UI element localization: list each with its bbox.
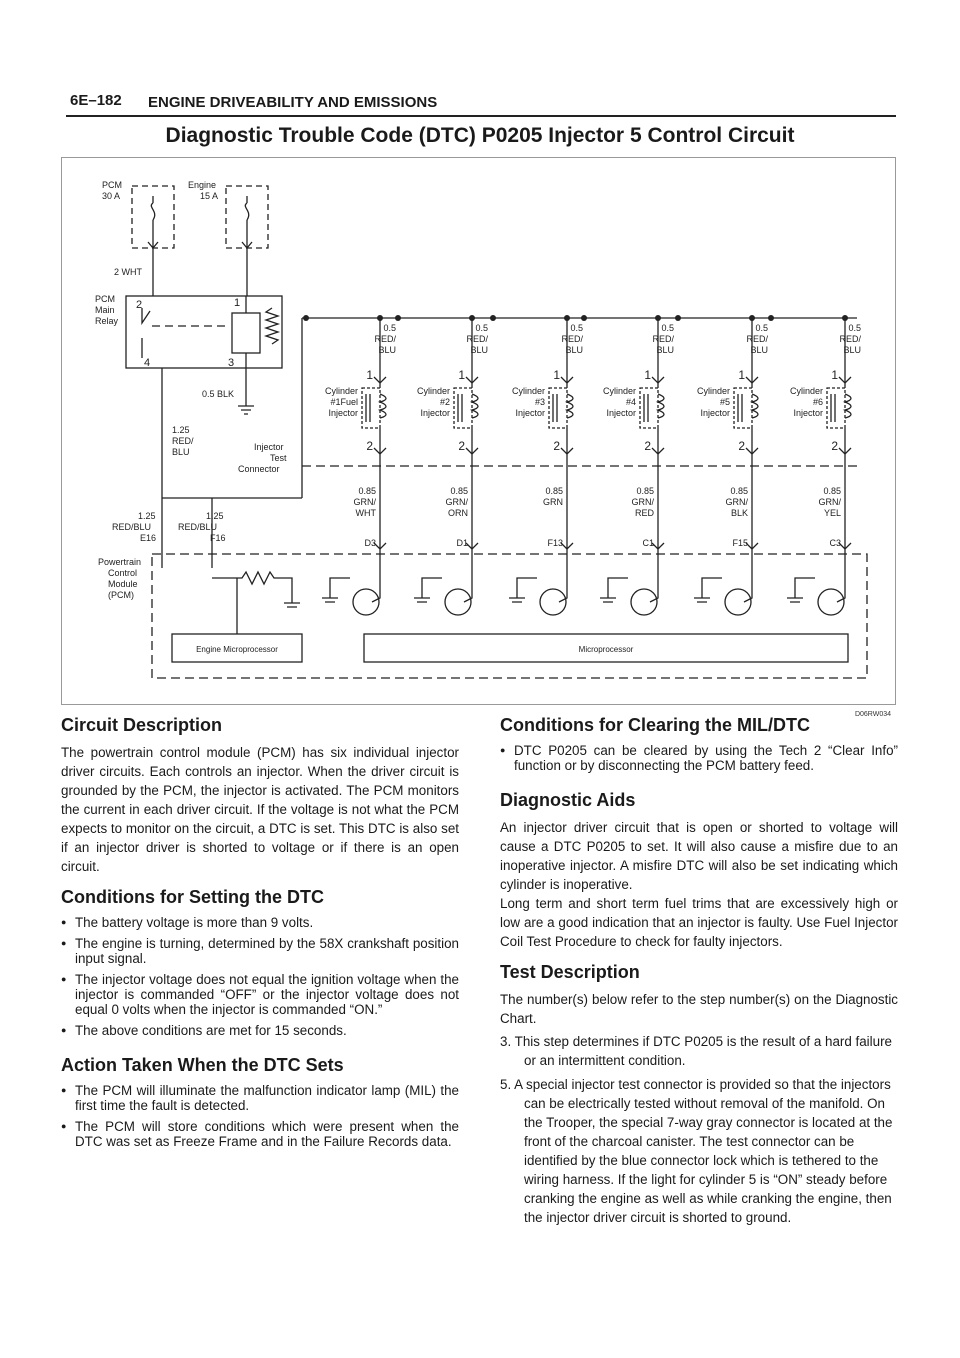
bottom-wire-color-2: BLK: [730, 508, 748, 518]
injector-coil-box: [549, 388, 567, 428]
clearing-conditions-heading: Conditions for Clearing the MIL/DTC: [500, 715, 810, 735]
red-blu-wire-3: BLU: [172, 447, 190, 457]
fuse-leads: [153, 196, 247, 258]
wiring-diagram: [61, 157, 896, 718]
pcm-resistor: [212, 572, 292, 603]
injector-name-1: Cylinder: [416, 386, 450, 396]
wiring-svg: [62, 158, 895, 704]
fuse-elements: [151, 203, 248, 220]
bottom-wire-gauge: 0.85: [450, 486, 468, 496]
fuse-arrows: [148, 242, 252, 248]
injector-pin-bottom: 2: [831, 439, 838, 453]
injector-name-3: Injector: [420, 408, 450, 418]
list-item: ● The battery voltage is more than 9 volts.: [61, 915, 459, 930]
transistor-leads: [694, 558, 752, 602]
injector-pin-bottom: 2: [738, 439, 745, 453]
engine-microprocessor-label: Engine Microprocessor: [196, 645, 278, 654]
header-rule: [66, 115, 896, 117]
injector-columns: [303, 315, 861, 615]
pcm-pin-label: F13: [547, 538, 563, 548]
action-taken-list: [61, 1083, 459, 1149]
top-wire-color-1: RED/: [746, 334, 768, 344]
bus-junction-dot: [675, 315, 681, 321]
transistor-leads: [600, 558, 658, 602]
injector-coil: [831, 394, 851, 422]
pcm-label-1: Powertrain: [98, 557, 142, 567]
pcm-input-wires: [162, 498, 212, 568]
bottom-wire-gauge: 0.85: [636, 486, 654, 496]
injector-coil-box: [734, 388, 752, 428]
list-item: ● The engine is turning, determined by the 58X crankshaft position input signal.: [61, 936, 459, 966]
relay-pin-3: 3: [228, 357, 235, 369]
diagnostic-aids-text-2: Long term and short term fuel trims that are excessively high or low are a good indication that an injector is faulty. Use Fuel Injector Coil Test Procedure to check for faulty injectors.: [500, 896, 898, 949]
right-column: [500, 714, 898, 1232]
transistor-leads: [509, 558, 567, 602]
fuse-pcm-label-2: 30 A: [102, 191, 121, 201]
page-title: Diagnostic Trouble Code (DTC) P0205 Injector 5 Control Circuit: [165, 124, 795, 147]
relay-pin-4: 4: [144, 357, 151, 369]
transistor-leads: [414, 558, 472, 602]
list-item: ● The above conditions are met for 15 seconds.: [61, 1023, 459, 1038]
injector-name-1: Cylinder: [602, 386, 636, 396]
bottom-wire-gauge: 0.85: [545, 486, 563, 496]
injector-name-3: Injector: [515, 408, 545, 418]
top-wire-color-1: RED/: [839, 334, 861, 344]
injector-pin-top: 1: [553, 368, 560, 382]
transistor-leads: [322, 558, 380, 602]
injector-coil-box: [827, 388, 845, 428]
injector-pin-top: 1: [366, 368, 373, 382]
injector-pin-top: 1: [738, 368, 745, 382]
e16-label-1: 1.25: [138, 511, 156, 521]
test-connector-label-3: Connector: [238, 464, 280, 474]
microprocessor-label: Microprocessor: [578, 645, 634, 654]
injector-name-2: #5: [719, 397, 730, 407]
bottom-wire-color-1: GRN/: [725, 497, 748, 507]
fuse-pcm-label-1: PCM: [102, 180, 122, 190]
diagnostic-aids-heading: Diagnostic Aids: [500, 790, 636, 810]
bottom-wire-color-2: WHT: [355, 508, 376, 518]
top-wire-gauge: 0.5: [475, 323, 488, 333]
injector-pin-top: 1: [458, 368, 465, 382]
bottom-wire-color-1: GRN/: [353, 497, 376, 507]
test-description-heading: Test Description: [500, 962, 640, 982]
f16-label-1: 1.25: [206, 511, 224, 521]
injector-name-2: #6: [812, 397, 823, 407]
top-wire-gauge: 0.5: [570, 323, 583, 333]
injector-coil: [738, 394, 758, 422]
bottom-wire-color-1: GRN: [543, 497, 563, 507]
injector-coil: [644, 394, 664, 422]
injector-name-3: Injector: [606, 408, 636, 418]
injector-coil-box: [362, 388, 380, 428]
bottom-wire-gauge: 0.85: [823, 486, 841, 496]
bottom-wire-gauge: 0.85: [358, 486, 376, 496]
section-heading: ENGINE DRIVEABILITY AND EMISSIONS: [148, 94, 438, 111]
injector-name-3: Injector: [328, 408, 358, 418]
top-wire-color-2: BLU: [470, 345, 488, 355]
relay-ground: [238, 296, 254, 414]
pcm-pin-label: C1: [642, 538, 654, 548]
top-wire-color-1: RED/: [652, 334, 674, 344]
top-wire-color-2: BLU: [565, 345, 583, 355]
bus-junction-dot: [490, 315, 496, 321]
injector-name-2: #3: [534, 397, 545, 407]
injector-coil: [458, 394, 478, 422]
relay-pin-2: 2: [136, 299, 143, 311]
circuit-description-text: The powertrain control module (PCM) has six individual injector driver circuits. Each controls an injector. When the driver circuit is grounded by the PCM, the injector is activated. The PCM monitors the current in each driver circuit. If the voltage is not what the PCM expects to monitor on the circuit, a DTC is set. This DTC is also set if an injector driver is shorted to voltage or if there is an open circuit.: [61, 745, 459, 874]
test-connector-label-2: Test: [270, 453, 287, 463]
relay-resistor: [266, 308, 278, 344]
injector-pin-top: 1: [831, 368, 838, 382]
top-wire-color-1: RED/: [466, 334, 488, 344]
clearing-conditions-list: [500, 743, 898, 773]
top-wire-color-2: BLU: [843, 345, 861, 355]
relay-pin-1: 1: [234, 297, 241, 309]
diagnostic-aids-text-1: An injector driver circuit that is open or shorted to voltage will cause a DTC P0205 to set. It will also cause a misfire due to an inoperative injector. A misfire DTC will also be set indicating which cylinder is inoperative.: [500, 820, 898, 892]
bus-junction-dot: [395, 315, 401, 321]
bottom-wire-gauge: 0.85: [730, 486, 748, 496]
top-wire-gauge: 0.5: [848, 323, 861, 333]
pcm-box: [152, 554, 867, 678]
fuse-engine-label-2: 15 A: [200, 191, 219, 201]
injector-pin-bottom: 2: [644, 439, 651, 453]
list-item: ● The PCM will illuminate the malfunction indicator lamp (MIL) the first time the fault is detected.: [61, 1083, 459, 1113]
relay-label-1: PCM: [95, 294, 115, 304]
red-blu-wire-1: 1.25: [172, 425, 190, 435]
diagram-code: D06RW034: [854, 711, 891, 718]
setting-conditions-heading: Conditions for Setting the DTC: [61, 887, 324, 907]
injector-name-1: Cylinder: [324, 386, 358, 396]
injector-name-3: Injector: [700, 408, 730, 418]
red-blu-wire-2: RED/: [172, 436, 194, 446]
injector-coil-box: [640, 388, 658, 428]
test-description-intro: The number(s) below refer to the step number(s) on the Diagnostic Chart.: [500, 992, 898, 1026]
driver-transistor: [725, 589, 751, 615]
pcm-label-3: Module: [108, 579, 138, 589]
f16-label-3: F16: [210, 533, 226, 543]
pcm-pin-label: F15: [732, 538, 748, 548]
bottom-wire-color-2: ORN: [448, 508, 468, 518]
injector-coil: [553, 394, 573, 422]
bus-junction-dot: [768, 315, 774, 321]
relay-switch: [142, 308, 150, 358]
pcm-pin-label: D3: [364, 538, 376, 548]
top-wire-color-2: BLU: [656, 345, 674, 355]
driver-transistor: [631, 589, 657, 615]
setting-conditions-list: [61, 915, 459, 1038]
injector-name-1: Cylinder: [789, 386, 823, 396]
test-step-5: 5. A special injector test connector is provided so that the injectors can be electrically tested without removal of the manifold. On the Trooper, the special 7-way gray connector is located at the front of the charcoal canister. The test connector can be identified by the blue connector lock which is tethered to the wiring harness. If the light for cylinder 5 is “ON” steady before cranking the engine as well as while cranking the engine, then the injector driver circuit is shorted to ground.: [500, 1077, 893, 1225]
top-wire-color-2: BLU: [750, 345, 768, 355]
list-item: ● DTC P0205 can be cleared by using the Tech 2 “Clear Info” function or by disconnecting the PCM battery feed.: [500, 743, 898, 773]
blk-wire-label: 0.5 BLK: [202, 389, 235, 399]
injector-pin-bottom: 2: [458, 439, 465, 453]
e16-label-2: RED/BLU: [112, 522, 152, 532]
driver-transistor: [540, 589, 566, 615]
injector-name-1: Cylinder: [511, 386, 545, 396]
bus-junction-dot: [303, 315, 309, 321]
injector-coil: [366, 394, 386, 422]
action-taken-heading: Action Taken When the DTC Sets: [61, 1055, 344, 1075]
injector-name-3: Injector: [793, 408, 823, 418]
injector-pin-bottom: 2: [366, 439, 373, 453]
transistor-leads: [787, 558, 845, 602]
top-wire-color-2: BLU: [378, 345, 396, 355]
bottom-wire-color-1: GRN/: [631, 497, 654, 507]
top-wire-gauge: 0.5: [755, 323, 768, 333]
relay-label-3: Relay: [95, 316, 119, 326]
driver-transistor: [353, 589, 379, 615]
bottom-wire-color-1: GRN/: [818, 497, 841, 507]
e16-label-3: E16: [140, 533, 157, 543]
pcm-pin-label: C3: [829, 538, 841, 548]
relay-coil: [232, 313, 260, 353]
f16-label-2: RED/BLU: [178, 522, 218, 532]
list-item: ● The injector voltage does not equal the ignition voltage when the injector is commanded “OFF” or the injector voltage does not equal 0 volts when the injector is commanded “ON.”: [61, 972, 459, 1017]
pcm-label-2: Control: [108, 568, 138, 578]
left-column: [61, 714, 459, 1155]
injector-name-2: #1Fuel: [330, 397, 358, 407]
injector-name-2: #4: [625, 397, 636, 407]
bottom-wire-color-1: GRN/: [445, 497, 468, 507]
pcm-label-4: (PCM): [108, 590, 134, 600]
fuse-engine-label-1: Engine: [188, 180, 217, 190]
injector-name-2: #2: [439, 397, 450, 407]
injector-pin-top: 1: [644, 368, 651, 382]
top-wire-gauge: 0.5: [661, 323, 674, 333]
injector-coil-box: [454, 388, 472, 428]
page-number: 6E–182: [70, 92, 122, 109]
top-wire-gauge: 0.5: [383, 323, 396, 333]
driver-transistor: [818, 589, 844, 615]
driver-transistor: [445, 589, 471, 615]
wire-2wht-label: 2 WHT: [114, 267, 142, 277]
test-step-3: 3. This step determines if DTC P0205 is the result of a hard failure or an intermittent condition.: [500, 1034, 892, 1068]
circuit-description-heading: Circuit Description: [61, 715, 223, 735]
test-connector-label-1: Injector: [254, 442, 284, 452]
relay-label-2: Main: [95, 305, 115, 315]
bottom-wire-color-2: YEL: [823, 508, 841, 518]
top-wire-color-1: RED/: [561, 334, 583, 344]
injector-name-1: Cylinder: [696, 386, 730, 396]
injector-pin-bottom: 2: [553, 439, 560, 453]
top-wire-color-1: RED/: [374, 334, 396, 344]
pcm-ground: [284, 603, 300, 607]
bottom-wire-color-2: RED: [634, 508, 654, 518]
pcm-pin-label: D1: [456, 538, 468, 548]
bus-junction-dot: [581, 315, 587, 321]
list-item: ● The PCM will store conditions which were present when the DTC was set as Freeze Frame and in the Failure Records data.: [61, 1119, 459, 1149]
fuse-wires: [153, 248, 247, 296]
